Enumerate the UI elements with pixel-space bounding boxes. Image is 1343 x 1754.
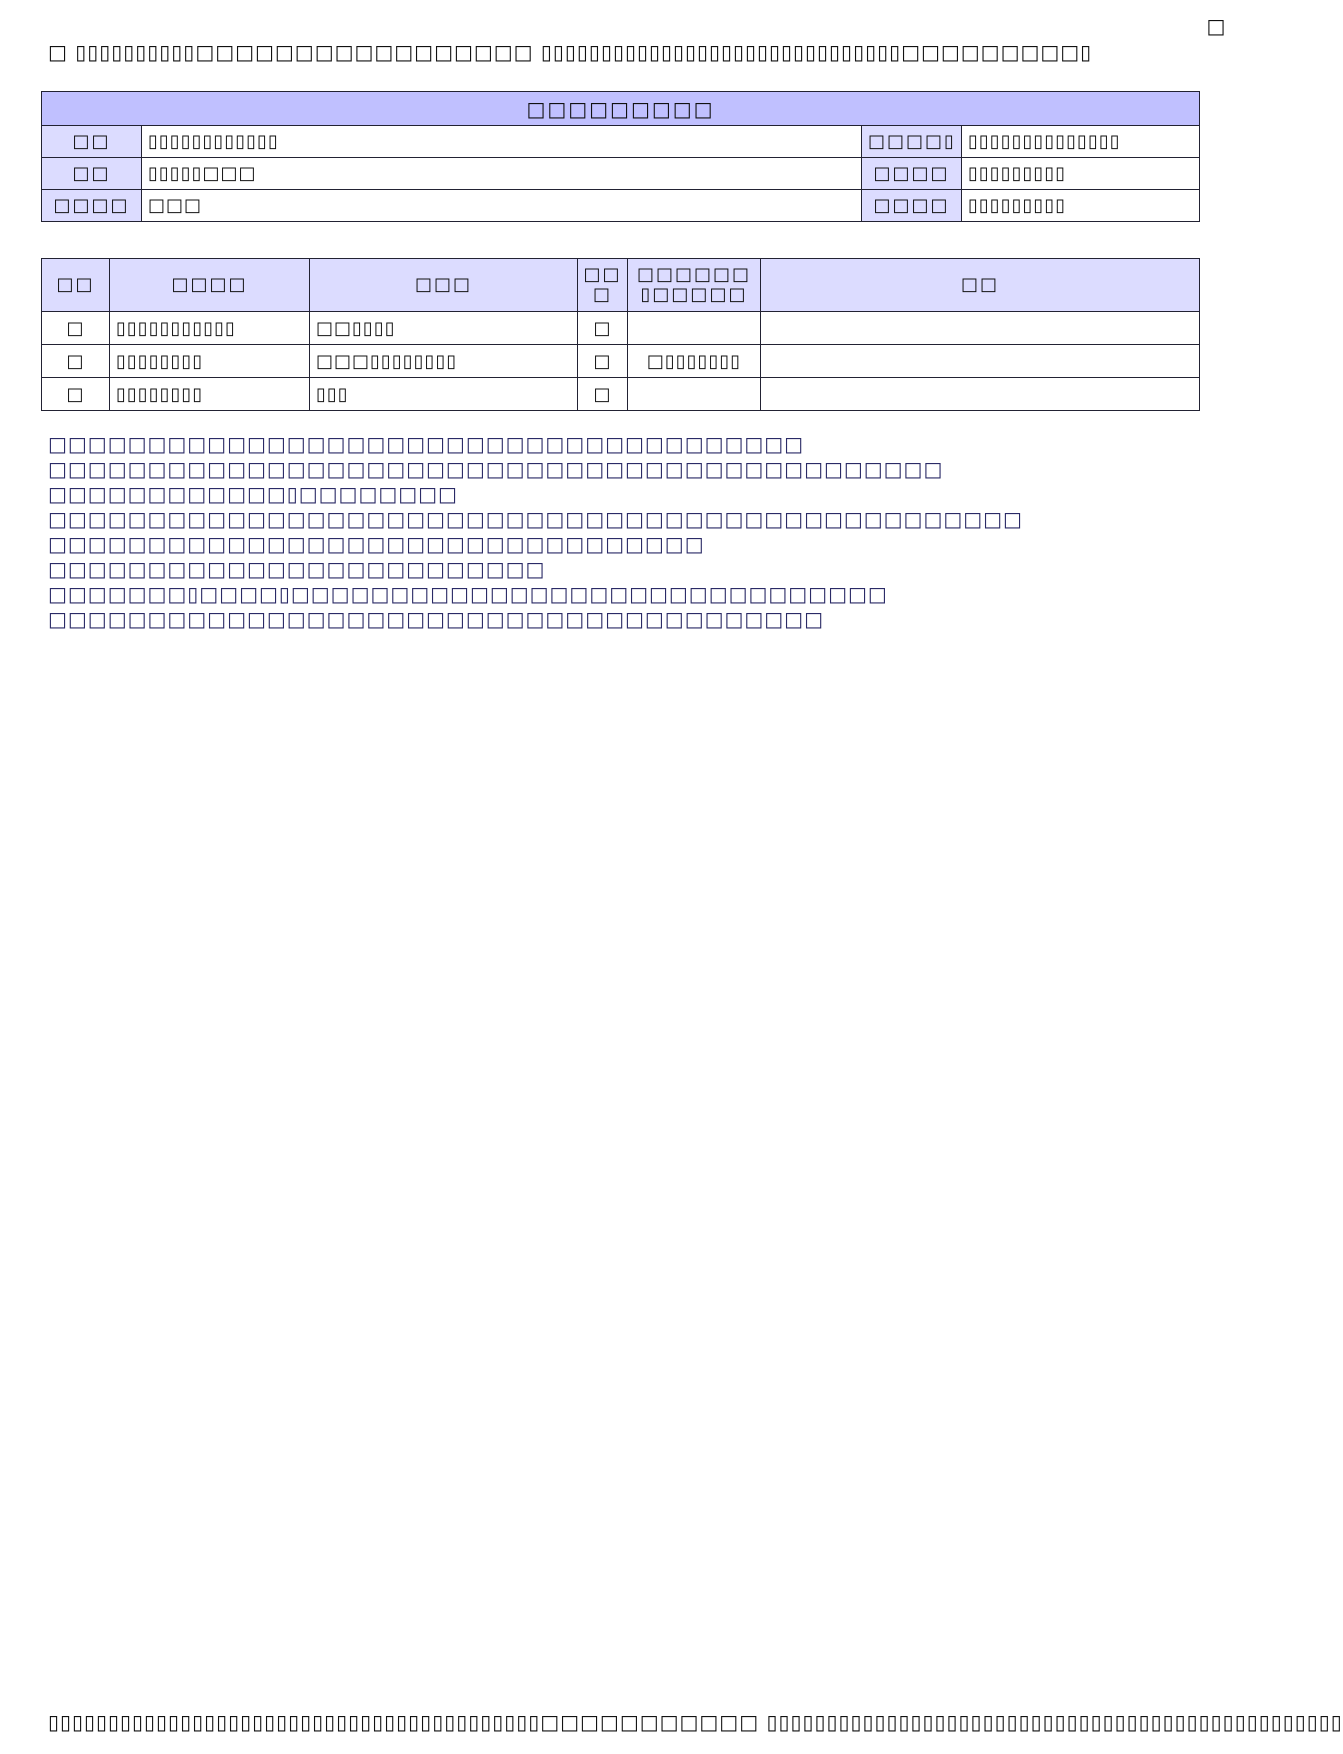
- note-line: □□□□□□□□□□□□□□□□□□□□□□□□□□□□□□□□□: [48, 532, 705, 556]
- note-line: □□□□□□□□□□□□▯□□□□□□□□: [48, 482, 458, 506]
- info-row: [42, 126, 1200, 158]
- table-cell: □▯▯▯▯▯▯▯: [628, 345, 761, 378]
- table-cell: [761, 312, 1200, 345]
- table-cell: [761, 378, 1200, 411]
- info-label: □□□□: [42, 190, 142, 222]
- table-cell: □: [42, 378, 110, 411]
- info-table-title-row: [42, 92, 1200, 126]
- info-value: ▯▯▯▯▯□□□: [142, 158, 862, 190]
- items-table-header-row: [42, 259, 1200, 312]
- document-header-line: □ ▯▯▯▯▯▯▯▯▯▯□□□□□□□□□□□□□□□□□ ▯▯▯▯▯▯▯▯▯▯▯▯▯▯▯▯▯▯▯▯▯▯▯▯▯▯▯▯▯▯□□□□□□□□□▯: [48, 40, 1093, 64]
- table-row: [42, 378, 1200, 411]
- table-cell: □: [578, 312, 628, 345]
- table-cell: [628, 378, 761, 411]
- table-cell: [761, 345, 1200, 378]
- table-cell: □: [42, 345, 110, 378]
- info-value: ▯▯▯▯▯▯▯▯▯: [962, 190, 1200, 222]
- note-line: □□□□□□□□□□□□□□□□□□□□□□□□□□□□□□□□□□□□□□□: [48, 607, 824, 631]
- info-label: □□□□▯: [862, 126, 962, 158]
- table-cell: ▯▯▯▯▯▯▯▯▯▯▯: [110, 312, 310, 345]
- table-cell: ▯▯▯▯▯▯▯▯: [110, 345, 310, 378]
- document-footer-line: ▯▯▯▯▯▯▯▯▯▯▯▯▯▯▯▯▯▯▯▯▯▯▯▯▯▯▯▯▯▯▯▯▯▯▯▯▯▯▯▯▯□□□□□□□□□□□ ▯▯▯▯▯▯▯▯▯▯▯▯▯▯▯▯▯▯▯▯▯▯▯▯▯▯▯▯▯▯▯▯▯▯▯▯▯▯▯▯▯▯▯▯▯▯▯▯: [48, 1710, 1343, 1734]
- table-row: [42, 312, 1200, 345]
- table-cell: □: [578, 378, 628, 411]
- info-value: ▯▯▯▯▯▯▯▯▯▯▯▯: [142, 126, 862, 158]
- info-value: ▯▯▯▯▯▯▯▯▯▯▯▯▯▯: [962, 126, 1200, 158]
- info-value: ▯▯▯▯▯▯▯▯▯: [962, 158, 1200, 190]
- table-row: [42, 345, 1200, 378]
- note-line: □□□□□□□□□□□□□□□□□□□□□□□□□□□□□□□□□□□□□□□□□□□□□□□□□: [48, 507, 1023, 531]
- info-label: □□: [42, 126, 142, 158]
- table-cell: □□□▯▯▯▯▯▯▯▯: [310, 345, 578, 378]
- info-label: □□□□: [862, 158, 962, 190]
- note-line: □□□□□□□▯□□□□▯□□□□□□□□□□□□□□□□□□□□□□□□□□□□□□: [48, 582, 888, 606]
- column-header: [578, 259, 628, 312]
- note-line: □□□□□□□□□□□□□□□□□□□□□□□□□: [48, 557, 546, 581]
- table-cell: □□▯▯▯▯: [310, 312, 578, 345]
- info-table-title: □□□□□□□□□: [42, 92, 1200, 126]
- column-header: □□: [42, 259, 110, 312]
- table-cell: ▯▯▯▯▯▯▯▯: [110, 378, 310, 411]
- column-header-line: ▯□□□□□: [640, 284, 748, 305]
- info-value: □□□: [142, 190, 862, 222]
- page-corner-mark: □: [1206, 14, 1226, 38]
- column-header: □□: [761, 259, 1200, 312]
- column-header-line: □: [592, 284, 612, 305]
- info-label: □□□□: [862, 190, 962, 222]
- column-header: [628, 259, 761, 312]
- column-header-line: □□□□□□: [636, 264, 752, 285]
- table-cell: □: [42, 312, 110, 345]
- info-label: □□: [42, 158, 142, 190]
- items-table: [41, 258, 1200, 411]
- column-header: □□□: [310, 259, 578, 312]
- column-header-line: □□: [583, 264, 622, 285]
- info-row: [42, 158, 1200, 190]
- table-cell: □: [578, 345, 628, 378]
- info-table: [41, 91, 1200, 222]
- info-row: [42, 190, 1200, 222]
- table-cell: [628, 312, 761, 345]
- note-line: □□□□□□□□□□□□□□□□□□□□□□□□□□□□□□□□□□□□□□□□□□□□□: [48, 457, 944, 481]
- table-cell: ▯▯▯: [310, 378, 578, 411]
- column-header: □□□□: [110, 259, 310, 312]
- note-line: □□□□□□□□□□□□□□□□□□□□□□□□□□□□□□□□□□□□□□: [48, 432, 805, 456]
- notes-section: [48, 432, 1168, 632]
